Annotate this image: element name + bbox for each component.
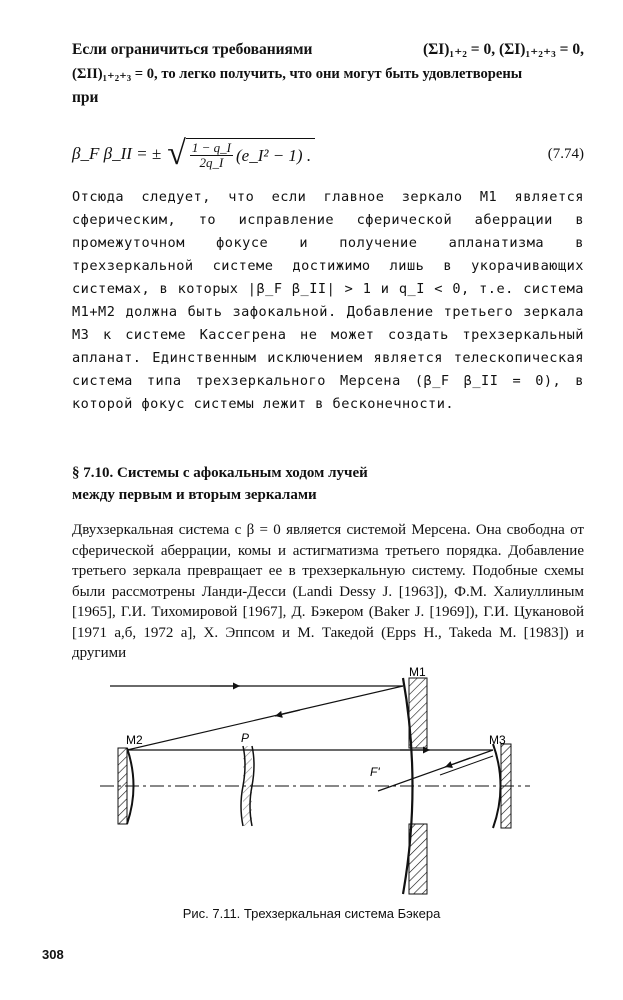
intro-line-1-text: Если ограничиться требованиями bbox=[72, 41, 313, 58]
section-heading-line-2: между первым и вторым зеркалами bbox=[72, 487, 317, 503]
fraction-numerator: 1 − q_I bbox=[191, 140, 231, 155]
mirror-m1-hatch-bottom bbox=[409, 824, 427, 894]
page-number: 308 bbox=[42, 947, 64, 962]
equation-tail: (e_I² − 1) . bbox=[235, 145, 312, 165]
ray-m1-to-m2 bbox=[127, 686, 403, 750]
paragraph-mersenne: Двухзеркальная система с β = 0 является системой Мерсена. Она свободна от сферической аберрации, комы и астигматизма третьего порядка. Добавление третьего зеркала превращает ее в трехзеркальную систему. Подобные схемы были рассмотрены Ланди-Десси (Landi Dessy J. [1963]), Ф.М. Халиуллиным [1965], Г.И. Тихомировой [1967], Д. Бэкером (Baker J. [1969]), Г.И. Цукановой [1971 а,б, 1972 а], Х. Эппсом и М. Такедой (Epps H., Takeda M. [1983]) и другими bbox=[72, 522, 584, 661]
radicand bbox=[186, 138, 315, 170]
mirror-m2-hatch bbox=[118, 748, 127, 824]
sqrt-symbol: √ bbox=[167, 135, 186, 172]
intro-line-2: (ΣII)₁₊₂₊₃ = 0, то легко получить, что они могут быть удовлетворены bbox=[72, 66, 523, 82]
section-heading bbox=[72, 462, 552, 506]
label-m3: M3 bbox=[489, 733, 506, 747]
fraction-denominator: 2q_I bbox=[199, 155, 224, 170]
label-m1: M1 bbox=[409, 665, 426, 679]
ray-m3-to-focus bbox=[378, 750, 493, 791]
ray-m1-to-m2-arrow bbox=[275, 710, 300, 716]
corrector-plate-p-hatch bbox=[243, 746, 252, 826]
figure-caption: Рис. 7.11. Трехзеркальная система Бэкера bbox=[182, 906, 441, 921]
label-p: P bbox=[241, 731, 250, 745]
equation-radical bbox=[167, 137, 315, 171]
intro-line-3: при bbox=[72, 89, 99, 106]
equation-lhs: β_F β_II = ± bbox=[72, 144, 162, 163]
section-heading-line-1: § 7.10. Системы с афокальным ходом лучей bbox=[72, 465, 368, 481]
paragraph-aplanat: Отсюда следует, что если главное зеркало M1 является сферическим, то исправление сферической аберрации в промежуточном фокусе и получение апланатизма в трехзеркальной системе достижимо лишь в укорачивающих системах, в которых |β_F β_II| > 1 и q_I < 0, т.е. система M1+M2 должна быть зафокальной. Добавление третьего зеркала M3 к системе Кассегрена не может создать трехзеркальный апланат. Единственным исключением является телескопическая система типа трехзеркального Мерсена (β_F β_II = 0), в которой фокус системы лежит в бесконечности. bbox=[72, 189, 584, 412]
intro-paragraph bbox=[72, 38, 584, 110]
label-m2: M2 bbox=[126, 733, 143, 747]
intro-line-1-formula: (ΣI)₁₊₂ = 0, (ΣI)₁₊₂₊₃ = 0, bbox=[422, 41, 584, 58]
mirror-m3-hatch bbox=[501, 744, 511, 828]
equation-number: (7.74) bbox=[547, 145, 584, 162]
equation-7-74 bbox=[72, 128, 584, 180]
label-focus: F' bbox=[370, 765, 380, 779]
intro-line-1 bbox=[72, 38, 584, 62]
mirror-m1-hatch-top bbox=[409, 678, 427, 748]
equation-fraction bbox=[190, 141, 233, 170]
three-mirror-diagram bbox=[100, 664, 530, 908]
